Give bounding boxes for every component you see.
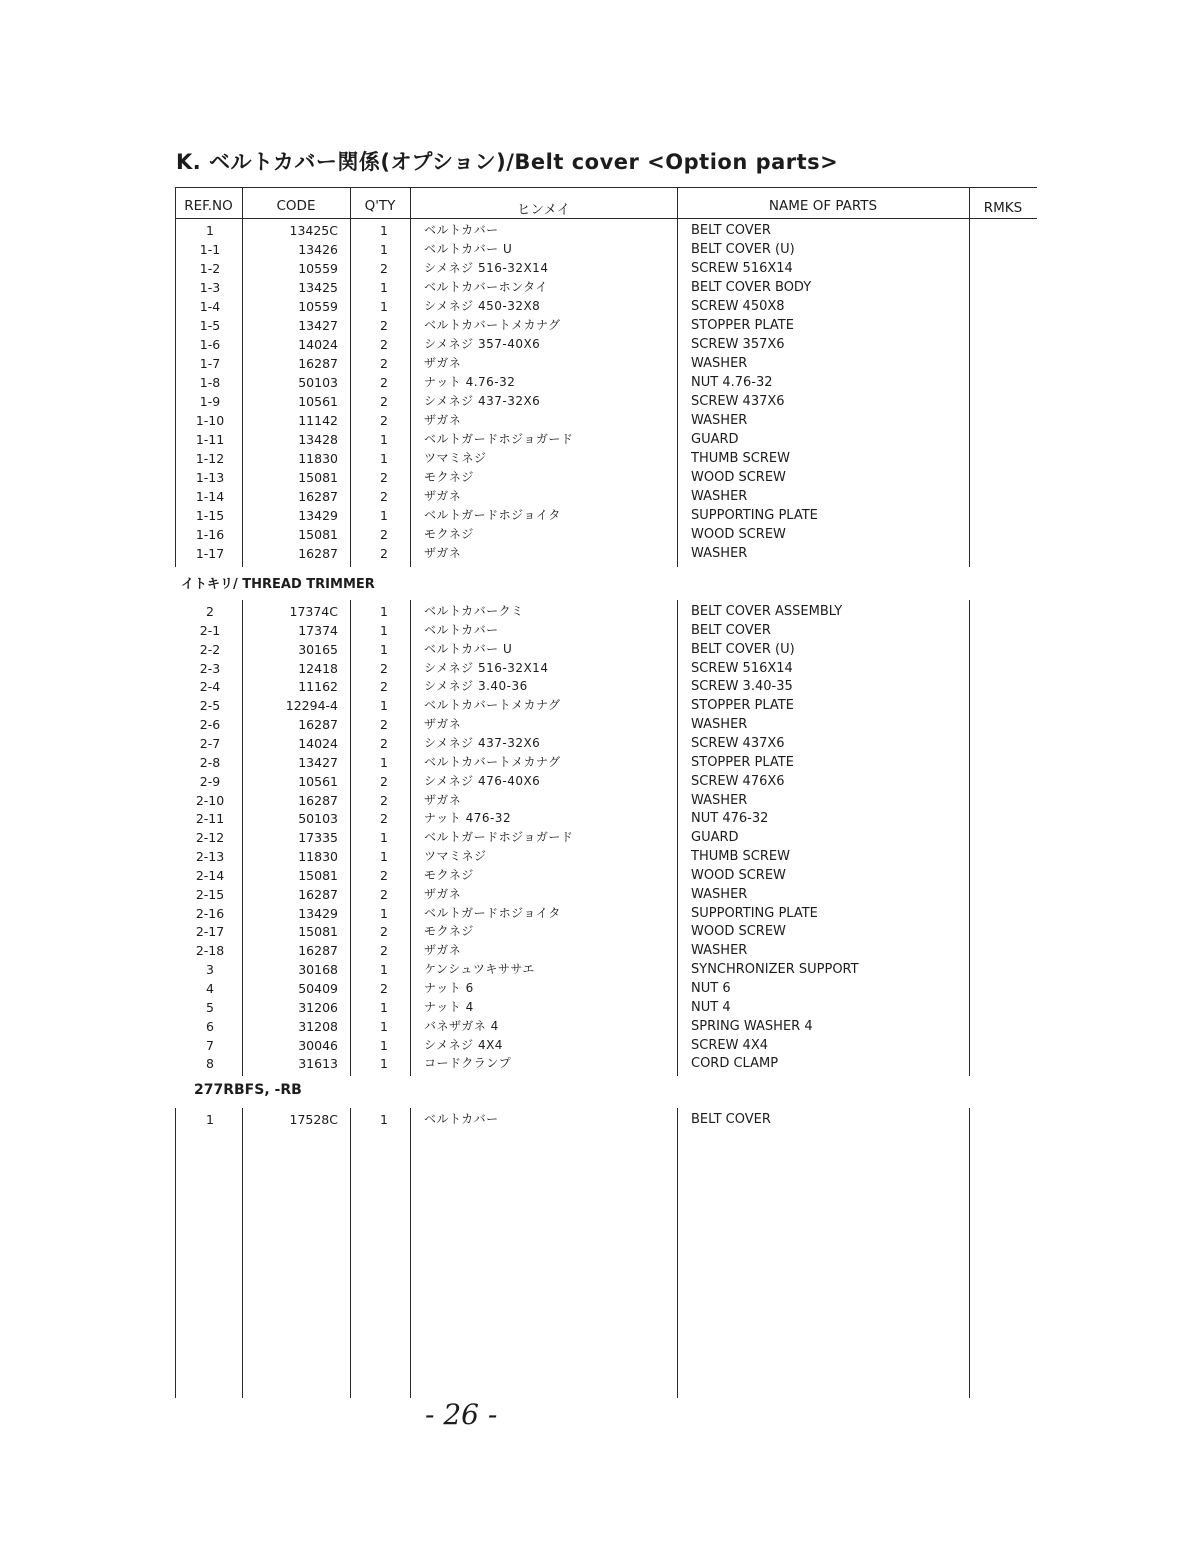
name-en-cell: BELT COVER: [691, 622, 771, 638]
ref-cell: 2-17: [195, 924, 225, 940]
name-en-cell: WOOD SCREW: [691, 924, 786, 940]
qty-cell: 1: [380, 754, 388, 770]
name-jp-cell: ザガネ: [424, 413, 462, 427]
name-jp-cell: ツマミネジ: [424, 849, 487, 864]
table-row: [0, 659, 1200, 678]
header-remarks: RMKS: [983, 200, 1023, 216]
code-cell: 15081: [298, 527, 338, 542]
qty-cell: 2: [380, 660, 388, 676]
name-en-cell: SYNCHRONIZER SUPPORT: [691, 962, 859, 978]
ref-cell: 2-14: [195, 867, 225, 883]
code-cell: 13425C: [289, 223, 338, 238]
qty-cell: 2: [380, 943, 388, 959]
name-jp-cell: ツマミネジ: [424, 451, 487, 465]
name-en-cell: WASHER: [691, 546, 748, 561]
name-jp-cell: ザガネ: [424, 489, 462, 503]
name-jp-cell: ナット 4: [424, 999, 474, 1014]
col-line: [242, 1108, 243, 1398]
table-row: [0, 602, 1200, 621]
ref-cell: 1-12: [195, 451, 225, 466]
name-jp-cell: ザガネ: [424, 886, 462, 901]
ref-cell: 8: [206, 1056, 214, 1072]
qty-cell: 2: [380, 792, 388, 808]
table-row: [0, 866, 1200, 885]
table-row: [0, 1036, 1200, 1055]
table-row: [0, 392, 1200, 411]
name-en-cell: SUPPORTING PLATE: [691, 905, 818, 921]
name-en-cell: GUARD: [691, 432, 739, 447]
name-en-cell: BELT COVER: [691, 223, 771, 238]
name-jp-cell: ザガネ: [424, 792, 462, 807]
qty-cell: 2: [380, 261, 388, 276]
qty-cell: 2: [380, 811, 388, 827]
name-en-cell: WASHER: [691, 356, 748, 371]
name-jp-cell: ベルトカバー U: [424, 641, 513, 656]
table-row: [0, 449, 1200, 468]
table-row: [0, 411, 1200, 430]
name-jp-cell: モクネジ: [424, 924, 474, 939]
ref-cell: 5: [206, 999, 214, 1015]
ref-cell: 1-8: [199, 375, 221, 390]
header-top-rule: [175, 187, 1037, 188]
ref-cell: 1-4: [199, 299, 221, 314]
code-cell: 13428: [298, 432, 338, 447]
qty-cell: 2: [380, 773, 388, 789]
qty-cell: 1: [380, 830, 388, 846]
code-cell: 15081: [298, 470, 338, 485]
name-en-cell: SCREW 4X4: [691, 1037, 769, 1053]
code-cell: 16287: [298, 356, 338, 371]
qty-cell: 2: [380, 924, 388, 940]
header-name-en: NAME OF PARTS: [768, 198, 878, 214]
ref-cell: 2-4: [199, 679, 221, 695]
code-cell: 13427: [298, 754, 338, 770]
qty-cell: 1: [380, 962, 388, 978]
col-line: [350, 1108, 351, 1398]
name-jp-cell: ベルトガードホジョガード: [424, 432, 574, 446]
table-row: [0, 960, 1200, 979]
ref-cell: 1: [206, 223, 214, 238]
section-title-277rbfs: 277RBFS, -RB: [194, 1082, 302, 1098]
table-row: [0, 525, 1200, 544]
qty-cell: 2: [380, 867, 388, 883]
code-cell: 16287: [298, 792, 338, 808]
code-cell: 14024: [298, 337, 338, 352]
ref-cell: 2-12: [195, 830, 225, 846]
ref-cell: 2-3: [199, 660, 221, 676]
name-jp-cell: ナット 476-32: [424, 811, 512, 826]
name-en-cell: SCREW 3.40-35: [691, 679, 793, 695]
code-cell: 13427: [298, 318, 338, 333]
qty-cell: 1: [380, 1056, 388, 1072]
name-en-cell: SCREW 437X6: [691, 735, 785, 751]
name-en-cell: BELT COVER BODY: [691, 280, 812, 295]
table-row: [0, 1110, 1200, 1129]
col-line: [969, 1108, 970, 1398]
ref-cell: 1-14: [195, 489, 225, 504]
qty-cell: 1: [380, 432, 388, 447]
ref-cell: 2-5: [199, 698, 221, 714]
name-jp-cell: ザガネ: [424, 943, 462, 958]
name-en-cell: WOOD SCREW: [691, 867, 786, 883]
col-line: [410, 1108, 411, 1398]
qty-cell: 2: [380, 717, 388, 733]
section-title-thread-trimmer: イトキリ/ THREAD TRIMMER: [181, 577, 375, 592]
ref-cell: 2-6: [199, 717, 221, 733]
code-cell: 14024: [298, 735, 338, 751]
name-jp-cell: シメネジ 437-32X6: [424, 735, 541, 750]
code-cell: 16287: [298, 546, 338, 561]
ref-cell: 1-15: [195, 508, 225, 523]
name-jp-cell: バネザガネ 4: [424, 1018, 499, 1033]
code-cell: 10561: [298, 394, 338, 409]
table-row: [0, 809, 1200, 828]
qty-cell: 2: [380, 679, 388, 695]
table-row: [0, 259, 1200, 278]
table-row: [0, 772, 1200, 791]
ref-cell: 1-16: [195, 527, 225, 542]
table-row: [0, 373, 1200, 392]
qty-cell: 1: [380, 1037, 388, 1053]
name-jp-cell: ザガネ: [424, 717, 462, 732]
name-en-cell: WASHER: [691, 413, 748, 428]
qty-cell: 2: [380, 413, 388, 428]
name-jp-cell: シメネジ 357-40X6: [424, 337, 541, 351]
code-cell: 11830: [298, 849, 338, 865]
name-en-cell: WASHER: [691, 943, 748, 959]
code-cell: 16287: [298, 717, 338, 733]
qty-cell: 1: [380, 1112, 388, 1127]
ref-cell: 2-1: [199, 622, 221, 638]
name-jp-cell: ベルトカバー: [424, 223, 499, 237]
table-row: [0, 506, 1200, 525]
table-row: [0, 621, 1200, 640]
name-en-cell: BELT COVER ASSEMBLY: [691, 604, 843, 619]
table-row: [0, 297, 1200, 316]
ref-cell: 2-18: [195, 943, 225, 959]
table-row: [0, 221, 1200, 240]
name-en-cell: BELT COVER: [691, 1112, 771, 1127]
name-en-cell: NUT 4: [691, 999, 731, 1015]
name-jp-cell: ベルトカバートメカナグ: [424, 698, 561, 713]
name-en-cell: SCREW 357X6: [691, 337, 785, 352]
code-cell: 31206: [298, 999, 338, 1015]
code-cell: 17374: [298, 622, 338, 638]
ref-cell: 1-7: [199, 356, 221, 371]
ref-cell: 2-11: [195, 811, 225, 827]
qty-cell: 2: [380, 337, 388, 352]
name-en-cell: GUARD: [691, 830, 739, 846]
table-row: [0, 544, 1200, 563]
ref-cell: 2-16: [195, 905, 225, 921]
ref-cell: 1-17: [195, 546, 225, 561]
name-en-cell: NUT 4.76-32: [691, 375, 773, 390]
name-jp-cell: ナット 4.76-32: [424, 375, 516, 389]
name-en-cell: SCREW 516X14: [691, 660, 793, 676]
name-en-cell: BELT COVER (U): [691, 641, 795, 657]
code-cell: 50103: [298, 375, 338, 390]
code-cell: 31208: [298, 1018, 338, 1034]
name-jp-cell: コードクランプ: [424, 1056, 512, 1071]
name-jp-cell: ベルトカバートメカナグ: [424, 754, 561, 769]
code-cell: 13425: [298, 280, 338, 295]
qty-cell: 1: [380, 280, 388, 295]
name-jp-cell: モクネジ: [424, 867, 474, 882]
table-row: [0, 904, 1200, 923]
name-en-cell: STOPPER PLATE: [691, 754, 794, 770]
name-jp-cell: ザガネ: [424, 356, 462, 370]
qty-cell: 1: [380, 223, 388, 238]
table-row: [0, 335, 1200, 354]
name-en-cell: STOPPER PLATE: [691, 698, 794, 714]
name-en-cell: NUT 6: [691, 981, 731, 996]
table-row: [0, 1054, 1200, 1073]
name-jp-cell: ナット 6: [424, 981, 474, 995]
name-en-cell: WOOD SCREW: [691, 527, 786, 542]
code-cell: 31613: [298, 1056, 338, 1072]
code-cell: 10561: [298, 773, 338, 789]
table-row: [0, 316, 1200, 335]
name-en-cell: SCREW 516X14: [691, 261, 793, 276]
code-cell: 12418: [298, 660, 338, 676]
name-jp-cell: ベルトカバークミ: [424, 604, 524, 618]
code-cell: 30165: [298, 641, 338, 657]
name-en-cell: THUMB SCREW: [691, 849, 790, 865]
ref-cell: 2-10: [195, 792, 225, 808]
code-cell: 10559: [298, 299, 338, 314]
table-row: [0, 640, 1200, 659]
name-jp-cell: ケンシュツキササエ: [424, 962, 535, 977]
table-row: [0, 979, 1200, 998]
ref-cell: 2-15: [195, 886, 225, 902]
name-en-cell: CORD CLAMP: [691, 1056, 779, 1072]
table-row: [0, 998, 1200, 1017]
code-cell: 15081: [298, 867, 338, 883]
qty-cell: 1: [380, 508, 388, 523]
name-en-cell: STOPPER PLATE: [691, 318, 794, 333]
qty-cell: 1: [380, 604, 388, 619]
ref-cell: 2-2: [199, 641, 221, 657]
table-row: [0, 430, 1200, 449]
qty-cell: 1: [380, 999, 388, 1015]
qty-cell: 2: [380, 489, 388, 504]
name-en-cell: SUPPORTING PLATE: [691, 508, 818, 523]
ref-cell: 1-6: [199, 337, 221, 352]
name-en-cell: NUT 476-32: [691, 811, 769, 827]
name-jp-cell: シメネジ 476-40X6: [424, 773, 541, 788]
code-cell: 11142: [298, 413, 338, 428]
page-number: - 26 -: [425, 1398, 498, 1431]
col-line: [677, 1108, 678, 1398]
qty-cell: 2: [380, 470, 388, 485]
name-jp-cell: シメネジ 3.40-36: [424, 679, 528, 694]
ref-cell: 2: [206, 604, 214, 619]
name-jp-cell: ベルトカバー: [424, 1112, 499, 1126]
code-cell: 15081: [298, 924, 338, 940]
code-cell: 50409: [298, 981, 338, 996]
table-row: [0, 1017, 1200, 1036]
table-row: [0, 677, 1200, 696]
table-row: [0, 922, 1200, 941]
name-en-cell: SCREW 476X6: [691, 773, 785, 789]
table-row: [0, 468, 1200, 487]
name-en-cell: WASHER: [691, 717, 748, 733]
table-row: [0, 354, 1200, 373]
table-row: [0, 715, 1200, 734]
qty-cell: 1: [380, 242, 388, 257]
name-jp-cell: モクネジ: [424, 470, 474, 484]
name-jp-cell: ベルトカバーホンタイ: [424, 280, 548, 294]
qty-cell: 2: [380, 394, 388, 409]
code-cell: 12294-4: [285, 698, 338, 714]
ref-cell: 1: [206, 1112, 214, 1127]
qty-cell: 2: [380, 527, 388, 542]
ref-cell: 3: [206, 962, 214, 978]
qty-cell: 1: [380, 451, 388, 466]
ref-cell: 7: [206, 1037, 214, 1053]
name-jp-cell: シメネジ 4X4: [424, 1037, 503, 1052]
qty-cell: 1: [380, 641, 388, 657]
table-row: [0, 278, 1200, 297]
code-cell: 16287: [298, 943, 338, 959]
ref-cell: 1-11: [195, 432, 225, 447]
col-line: [175, 1108, 176, 1398]
name-jp-cell: モクネジ: [424, 527, 474, 541]
qty-cell: 1: [380, 299, 388, 314]
code-cell: 16287: [298, 886, 338, 902]
qty-cell: 2: [380, 981, 388, 996]
code-cell: 13429: [298, 508, 338, 523]
ref-cell: 1-2: [199, 261, 221, 276]
code-cell: 13429: [298, 905, 338, 921]
ref-cell: 2-9: [199, 773, 221, 789]
table-row: [0, 734, 1200, 753]
ref-cell: 2-7: [199, 735, 221, 751]
table-row: [0, 847, 1200, 866]
name-jp-cell: シメネジ 516-32X14: [424, 261, 549, 275]
ref-cell: 1-9: [199, 394, 221, 409]
code-cell: 13426: [298, 242, 338, 257]
name-en-cell: WOOD SCREW: [691, 470, 786, 485]
qty-cell: 2: [380, 318, 388, 333]
table-row: [0, 696, 1200, 715]
name-jp-cell: ベルトガードホジョイタ: [424, 905, 561, 920]
table-row: [0, 941, 1200, 960]
name-en-cell: SPRING WASHER 4: [691, 1018, 813, 1034]
table-row: [0, 240, 1200, 259]
header-name-jp: ヒンメイ: [516, 202, 571, 218]
code-cell: 30168: [298, 962, 338, 978]
name-en-cell: WASHER: [691, 886, 748, 902]
code-cell: 17374C: [289, 604, 338, 619]
qty-cell: 2: [380, 356, 388, 371]
header-ref: REF.NO: [184, 198, 233, 214]
name-en-cell: BELT COVER (U): [691, 242, 795, 257]
name-jp-cell: ベルトカバートメカナグ: [424, 318, 561, 332]
qty-cell: 2: [380, 375, 388, 390]
table-row: [0, 885, 1200, 904]
ref-cell: 1-3: [199, 280, 221, 295]
table-row: [0, 791, 1200, 810]
ref-cell: 1-10: [195, 413, 225, 428]
table-row: [0, 753, 1200, 772]
code-cell: 50103: [298, 811, 338, 827]
name-jp-cell: シメネジ 437-32X6: [424, 394, 541, 408]
name-en-cell: SCREW 450X8: [691, 299, 785, 314]
name-jp-cell: ベルトカバー U: [424, 242, 513, 256]
code-cell: 30046: [298, 1037, 338, 1053]
ref-cell: 1-13: [195, 470, 225, 485]
ref-cell: 6: [206, 1018, 214, 1034]
qty-cell: 1: [380, 905, 388, 921]
name-jp-cell: ベルトガードホジョイタ: [424, 508, 561, 522]
code-cell: 11830: [298, 451, 338, 466]
qty-cell: 1: [380, 1018, 388, 1034]
ref-cell: 1-1: [199, 242, 221, 257]
ref-cell: 4: [206, 981, 214, 996]
name-jp-cell: ベルトガードホジョガード: [424, 830, 574, 845]
name-en-cell: WASHER: [691, 792, 748, 808]
page-title: K. ベルトカバー関係(オプション)/Belt cover <Option parts>: [176, 150, 839, 174]
code-cell: 17528C: [289, 1112, 338, 1127]
qty-cell: 2: [380, 546, 388, 561]
name-en-cell: SCREW 437X6: [691, 394, 785, 409]
table-row: [0, 487, 1200, 506]
code-cell: 11162: [298, 679, 338, 695]
header-code: CODE: [276, 198, 316, 214]
ref-cell: 2-13: [195, 849, 225, 865]
code-cell: 10559: [298, 261, 338, 276]
qty-cell: 1: [380, 849, 388, 865]
qty-cell: 2: [380, 735, 388, 751]
name-jp-cell: ザガネ: [424, 546, 462, 560]
name-jp-cell: シメネジ 516-32X14: [424, 660, 549, 675]
qty-cell: 1: [380, 622, 388, 638]
name-en-cell: WASHER: [691, 489, 748, 504]
qty-cell: 2: [380, 886, 388, 902]
name-en-cell: THUMB SCREW: [691, 451, 790, 466]
ref-cell: 2-8: [199, 754, 221, 770]
code-cell: 16287: [298, 489, 338, 504]
name-jp-cell: シメネジ 450-32X8: [424, 299, 541, 313]
header-bottom-rule: [175, 218, 1037, 219]
header-qty: Q'TY: [364, 198, 396, 214]
qty-cell: 1: [380, 698, 388, 714]
code-cell: 17335: [298, 830, 338, 846]
name-jp-cell: ベルトカバー: [424, 622, 499, 637]
ref-cell: 1-5: [199, 318, 221, 333]
table-row: [0, 828, 1200, 847]
